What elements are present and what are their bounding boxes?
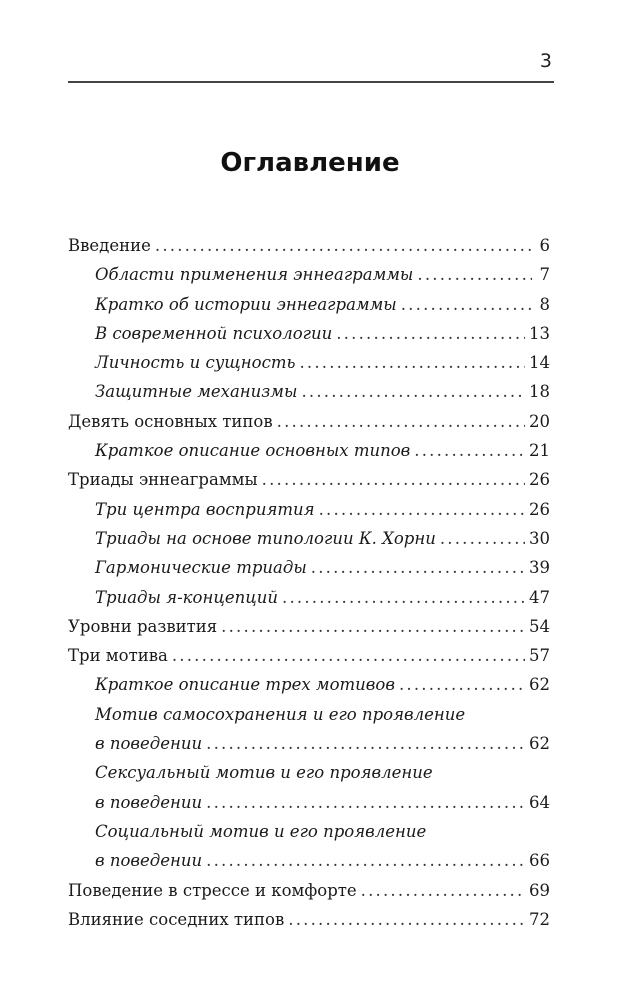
- toc-entry-title: Три центра восприятия: [95, 499, 315, 519]
- toc-entry-title: Области применения эннеаграммы: [95, 265, 414, 285]
- toc-entry-page: 62: [529, 734, 550, 754]
- toc-entry-title: Три мотива: [68, 646, 168, 666]
- toc-entry-title: Мотив самосохранения и его проявление: [95, 704, 466, 724]
- dot-leader: [221, 612, 525, 641]
- toc-entry-continuation[interactable]: [68, 729, 550, 758]
- toc-entry[interactable]: [68, 524, 550, 553]
- toc-entry-page: 7: [539, 265, 550, 285]
- toc-entry[interactable]: [68, 612, 550, 641]
- toc-entry-title: Краткое описание основных типов: [95, 441, 411, 461]
- toc-entry-title-continuation: в поведении: [95, 792, 203, 812]
- toc-entry-page: 8: [539, 294, 550, 314]
- header-rule: [68, 81, 554, 83]
- dot-leader: [311, 553, 525, 582]
- toc-entry-page: 64: [529, 792, 550, 812]
- toc-entry-title: Триады эннеаграммы: [68, 470, 258, 490]
- dot-leader: [206, 846, 525, 875]
- dot-leader: [206, 788, 525, 817]
- toc-entry-title: Поведение в стрессе и комфорте: [68, 880, 357, 900]
- toc-entry-title: Краткое описание трех мотивов: [95, 675, 395, 695]
- toc-entry-page: 20: [529, 411, 550, 431]
- toc-entry[interactable]: [68, 348, 550, 377]
- toc-entry-title: В современной психологии: [95, 323, 333, 343]
- toc-entry[interactable]: [68, 290, 550, 319]
- toc-entry-title: Кратко об истории эннеаграммы: [95, 294, 397, 314]
- toc-entry-page: 21: [529, 441, 550, 461]
- toc-entry-page: 57: [529, 646, 550, 666]
- toc-entry-page: 69: [529, 880, 550, 900]
- toc-entry-title: Триады я-концепций: [95, 587, 278, 607]
- table-of-contents: [68, 231, 550, 934]
- toc-entry-title: Личность и сущность: [95, 353, 296, 373]
- toc-entry[interactable]: [68, 670, 550, 699]
- dot-leader: [361, 876, 525, 905]
- toc-entry-title: Уровни развития: [68, 616, 218, 636]
- toc-entry-page: 47: [529, 587, 550, 607]
- toc-entry[interactable]: [68, 641, 550, 670]
- toc-entry-page: 13: [529, 323, 550, 343]
- toc-entry-title: Гармонические триады: [95, 558, 307, 578]
- toc-entry-page: 18: [529, 382, 550, 402]
- toc-entry-page: 26: [529, 499, 550, 519]
- toc-entry-title: Триады на основе типологии К. Хорни: [95, 528, 436, 548]
- dot-leader: [301, 377, 525, 406]
- toc-entry-page: 54: [529, 616, 550, 636]
- dot-leader: [288, 905, 525, 934]
- toc-entry[interactable]: [68, 231, 550, 260]
- dot-leader: [401, 290, 532, 319]
- toc-entry[interactable]: [68, 465, 550, 494]
- toc-entry[interactable]: [68, 583, 550, 612]
- toc-entry-page: 6: [539, 236, 550, 255]
- dot-leader: [262, 465, 525, 494]
- toc-entry-title: Социальный мотив и его проявление: [95, 821, 427, 841]
- dot-leader: [299, 348, 525, 377]
- toc-entry-title-continuation: в поведении: [95, 734, 203, 754]
- toc-entry[interactable]: [68, 495, 550, 524]
- toc-entry[interactable]: [68, 905, 550, 934]
- toc-entry[interactable]: [68, 553, 550, 582]
- dot-leader: [277, 407, 525, 436]
- toc-entry-title: Защитные механизмы: [95, 382, 298, 402]
- dot-leader: [282, 583, 525, 612]
- page-title: Оглавление: [220, 148, 400, 178]
- toc-entry[interactable]: [68, 817, 550, 846]
- toc-entry-page: 30: [529, 528, 550, 548]
- toc-entry[interactable]: [68, 700, 550, 729]
- toc-entry-title: Введение: [68, 236, 151, 255]
- dot-leader: [399, 670, 525, 699]
- dot-leader: [417, 260, 532, 289]
- toc-entry-continuation[interactable]: [68, 788, 550, 817]
- toc-entry-title: Сексуальный мотив и его проявление: [95, 763, 433, 783]
- toc-entry-page: 26: [529, 470, 550, 490]
- toc-entry[interactable]: [68, 377, 550, 406]
- toc-entry-continuation[interactable]: [68, 846, 550, 875]
- page-number: 3: [539, 50, 552, 72]
- toc-entry-title-continuation: в поведении: [95, 851, 203, 871]
- dot-leader: [440, 524, 525, 553]
- toc-entry-title: Влияние соседних типов: [68, 909, 285, 929]
- toc-entry[interactable]: [68, 319, 550, 348]
- toc-entry[interactable]: [68, 758, 550, 787]
- toc-entry-page: 39: [529, 558, 550, 578]
- toc-entry-page: 66: [529, 851, 550, 871]
- toc-entry[interactable]: [68, 407, 550, 436]
- toc-entry[interactable]: [68, 260, 550, 289]
- toc-entry[interactable]: [68, 876, 550, 905]
- toc-entry-page: 72: [529, 909, 550, 929]
- toc-entry-page: 14: [529, 353, 550, 373]
- toc-entry-title: Девять основных типов: [68, 411, 273, 431]
- dot-leader: [336, 319, 525, 348]
- dot-leader: [319, 495, 525, 524]
- toc-entry[interactable]: [68, 436, 550, 465]
- dot-leader: [155, 231, 532, 260]
- toc-entry-page: 62: [529, 675, 550, 695]
- dot-leader: [414, 436, 525, 465]
- dot-leader: [206, 729, 525, 758]
- dot-leader: [172, 641, 525, 670]
